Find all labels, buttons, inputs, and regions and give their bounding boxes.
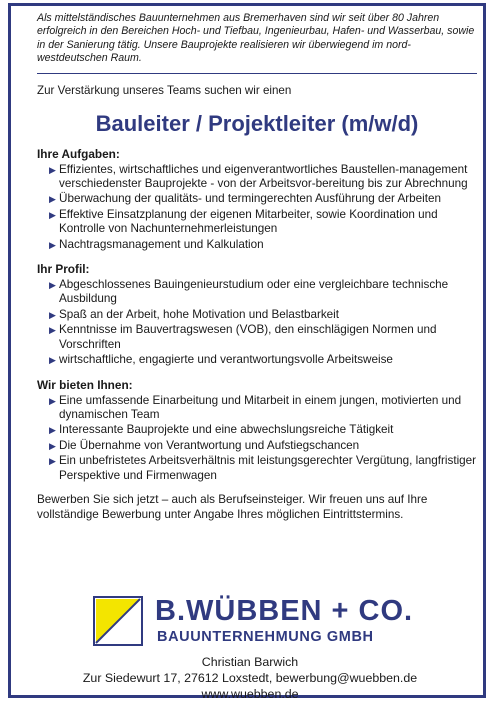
logo-mark-icon bbox=[93, 596, 143, 646]
list-item: ▶ Effizientes, wirtschaftliches und eigenverantwortliches Baustellen-management verschiedenster Bauprojekte - von der Arbeitsvor-bereitung bis zur Abrechnung bbox=[49, 162, 468, 191]
list-item: ▶ Kenntnisse im Bauvertragswesen (VOB), den einschlägigen Normen und Vorschriften bbox=[49, 323, 437, 351]
section-tasks bbox=[37, 147, 477, 252]
section-heading: Ihr Profil: bbox=[37, 262, 90, 277]
job-advertisement bbox=[8, 3, 486, 702]
bullet-icon: ▶ bbox=[49, 194, 56, 205]
bullet-icon: ▶ bbox=[49, 164, 56, 175]
lead-text: Zur Verstärkung unseres Teams suchen wir einen bbox=[37, 83, 292, 97]
list-item: ▶ Überwachung der qualitäts- und termingerechten Ausführung der Arbeiten bbox=[49, 192, 442, 206]
bullet-icon: ▶ bbox=[49, 395, 56, 406]
list-item: ▶ Nachtragsmanagement und Kalkulation bbox=[49, 237, 264, 251]
bullet-icon: ▶ bbox=[49, 355, 56, 366]
list-item: ▶ Interessante Bauprojekte und eine abwechslungsreiche Tätigkeit bbox=[49, 423, 394, 437]
bullet-icon: ▶ bbox=[49, 239, 56, 250]
company-intro: Als mittelständisches Bauunternehmen aus Bremerhaven sind wir seit über 80 Jahren erfolgreich in den Bereichen Hoch- und Tiefbau, Ingenieurbau, Hafen- und Wasserbau, sowie in der Sanierung tätig. Unsere Bauprojekte realisieren wir überwiegend im nord-westdeutschen Raum. bbox=[37, 12, 477, 74]
list-item: ▶ Abgeschlossenes Bauingenieurstudium oder eine vergleichbare technische Ausbildung bbox=[49, 278, 449, 306]
company-name: B.WÜBBEN + CO. bbox=[155, 595, 414, 627]
list-item: ▶ Die Übernahme von Verantwortung und Aufstiegschancen bbox=[49, 438, 360, 452]
section-heading: Ihre Aufgaben: bbox=[37, 146, 120, 161]
section-heading: Wir bieten Ihnen: bbox=[37, 377, 133, 392]
bullet-icon: ▶ bbox=[49, 456, 56, 467]
bullet-icon: ▶ bbox=[49, 209, 56, 220]
contact-person: Christian Barwich bbox=[201, 655, 299, 669]
list-item: ▶ Ein unbefristetes Arbeitsverhältnis mit leistungsgerechter Vergütung, langfristiger Perspektive und Firmenwagen bbox=[49, 454, 477, 482]
bullet-icon: ▶ bbox=[49, 280, 56, 291]
list-item: ▶ wirtschaftliche, engagierte und verantwortungsvolle Arbeitsweise bbox=[49, 353, 393, 367]
company-logo bbox=[93, 596, 473, 651]
section-profile bbox=[37, 262, 477, 367]
job-title: Bauleiter / Projektleiter (m/w/d) bbox=[95, 110, 419, 136]
contact-address[interactable]: Zur Siedewurt 17, 27612 Loxstedt, bewerbung@wuebben.de bbox=[82, 671, 418, 686]
ad-content bbox=[37, 12, 477, 522]
list-item: ▶ Eine umfassende Einarbeitung und Mitarbeit in einem jungen, motivierten und dynamischen Team bbox=[49, 393, 462, 421]
task-list bbox=[37, 163, 477, 252]
contact-block bbox=[11, 654, 489, 703]
bullet-icon: ▶ bbox=[49, 440, 56, 451]
offer-list bbox=[37, 394, 477, 483]
profile-list bbox=[37, 278, 477, 367]
section-offer bbox=[37, 378, 477, 483]
closing-text: Bewerben Sie sich jetzt – auch als Berufseinsteiger. Wir freuen uns auf Ihre vollständige Bewerbung unter Angabe Ihres möglichen Eintrittstermins. bbox=[37, 492, 428, 521]
bullet-icon: ▶ bbox=[49, 425, 56, 436]
bullet-icon: ▶ bbox=[49, 325, 56, 336]
list-item: ▶ Effektive Einsatzplanung der eigenen Mitarbeiter, sowie Koordination und Kontrolle von Nachunternehmerleistungen bbox=[49, 207, 438, 236]
company-subtitle: BAUUNTERNEHMUNG GMBH bbox=[157, 629, 374, 645]
website-link[interactable]: www.wuebben.de bbox=[201, 687, 299, 702]
bullet-icon: ▶ bbox=[49, 309, 56, 320]
list-item: ▶ Spaß an der Arbeit, hohe Motivation und Belastbarkeit bbox=[49, 307, 340, 321]
